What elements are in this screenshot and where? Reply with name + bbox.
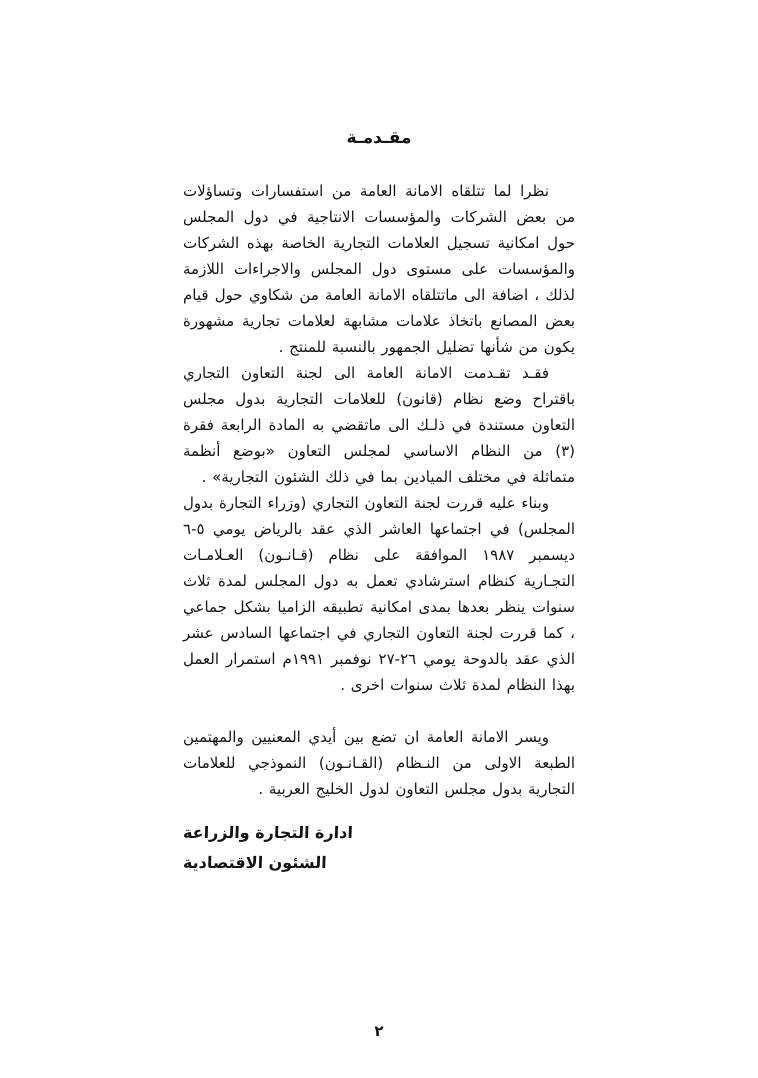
paragraph-introduction: نظرا لما تتلقاه الامانة العامة من استفسارات وتساؤلات من بعض الشركات والمؤسسات الانتاجية في دول المجلس حول امكانية تسجيل العلامات التجارية الخاصة بهذه الشركات والمؤسسات على مستوى دول المجلس والاجراءات اللازمة لذلك ، اضافة الى ماتتلقاه الامانة العامة من شكاوي حول قيام بعض المصانع باتخاذ علامات مشابهة لعلامات تجارية مشهورة يكون من شأنها تضليل الجمهور بالنسبة للمنتج . (183, 182, 575, 356)
page-content (183, 128, 575, 878)
paragraph-decision: وبناء عليه قررت لجنة التعاون التجاري (وزراء التجارة بدول المجلس) في اجتماعها العاشر الذي عقد بالرياض يومي ٥-٦ ديسمبر ١٩٨٧ الموافقة على نظام (قـانـون) العـلامـات التجـارية كنظام استرشادي تعمل به دول المجلس لمدة ثلاث سنوات ينظر بعدها بمدى امكانية تطبيقه الزاميا بشكل جماعي ، كما قررت لجنة التعاون التجاري في اجتماعها السادس عشر الذي عقد بالدوحة يومي ٢٦-٢٧ نوفمبر ١٩٩١م استمرار العمل بهذا النظام لمدة ثلاث سنوات اخرى . (183, 494, 576, 694)
signature-department: ادارة التجارة والزراعة (182, 823, 354, 842)
page-number: ٢ (374, 1022, 384, 1040)
signature-affairs: الشئون الاقتصادية (182, 853, 328, 872)
signature-block (183, 818, 575, 878)
paragraph-closing: ويسر الامانة العامة ان تضع بين أيدي المعنيين والمهتمين الطبعة الاولى من النـظام (القـانـون) النموذجي للعلامات التجارية بدول مجلس التعاون لدول الخليج العربية . (183, 728, 575, 798)
page-title: مقـدمـة (346, 128, 412, 148)
paragraph-proposal: فقـد تقـدمت الامانة العامة الى لجنة التعاون التجاري باقتراح وضع نظام (قانون) للعلامات التجارية بدول مجلس التعاون مستندة في ذلـك الى ماتقضي به المادة الرابعة فقرة (٣) من النظام الاساسي لمجلس التعاون «بوضع أنظمة متماثلة في مختلف الميادين بما في ذلك الشئون التجارية» . (183, 364, 575, 486)
